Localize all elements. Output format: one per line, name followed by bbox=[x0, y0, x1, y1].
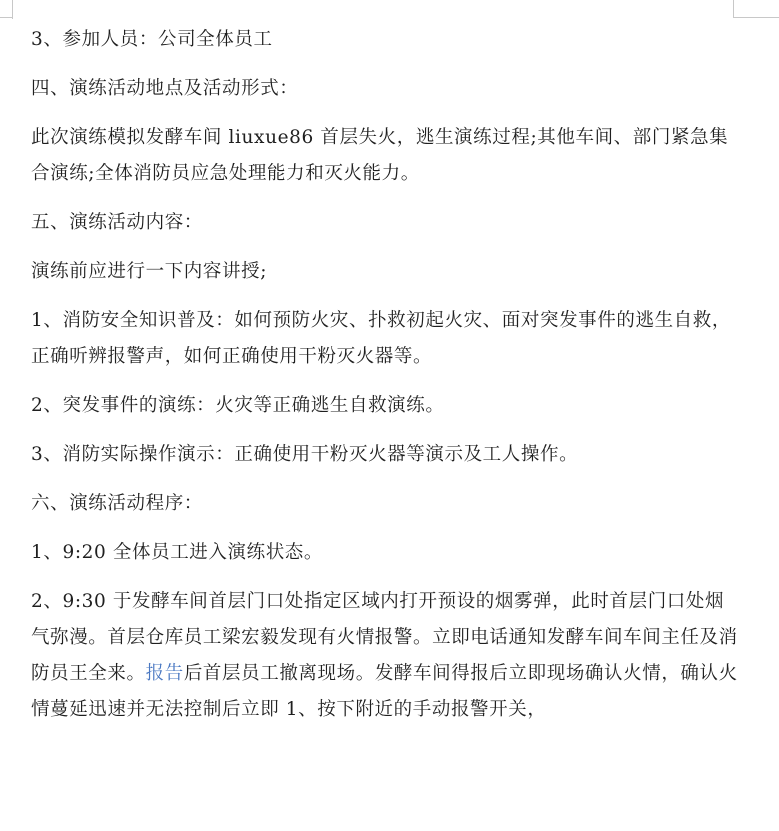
step-two-text-start: 2、9:30 于发酵车间首层门口处指定区域内打开预设的烟雾弹，此时首层门口处烟气弥漫。首层仓库员工梁宏毅发现有火情报警。立即电话通知发酵车间车间主任及消防员王全来。 bbox=[31, 591, 738, 684]
heading-drill-procedure: 六、演练活动程序： bbox=[31, 493, 203, 514]
paragraph-step-one: 1、9:20 全体员工进入演练状态。 bbox=[31, 542, 323, 563]
paragraph-pre-drill: 演练前应进行一下内容讲授; bbox=[31, 261, 268, 282]
heading-drill-content: 五、演练活动内容： bbox=[31, 212, 203, 233]
step-two-text-end: 后首层员工撤离现场。发酵车间得报后立即现场确认火情，确认火情蔓延迅速并无法控制后立即 1、按下附近的手动报警开关， bbox=[31, 663, 738, 720]
paragraph-fire-knowledge: 1、消防安全知识普及：如何预防火灾、扑救初起火灾、面对突发事件的逃生自救，正确听辨报警声，如何正确使用干粉灭火器等。 bbox=[31, 310, 731, 367]
page-corner-mark-right-h bbox=[733, 17, 779, 18]
heading-location-form: 四、演练活动地点及活动形式： bbox=[31, 78, 299, 99]
paragraph-emergency-drill: 2、突发事件的演练：火灾等正确逃生自救演练。 bbox=[31, 395, 445, 416]
paragraph-attendees: 3、参加人员：公司全体员工 bbox=[31, 29, 273, 50]
page-corner-mark-right bbox=[733, 0, 734, 18]
report-link[interactable]: 报告 bbox=[145, 663, 184, 684]
paragraph-step-two bbox=[31, 584, 741, 728]
document-body bbox=[31, 22, 741, 741]
paragraph-simulation: 此次演练模拟发酵车间 liuxue86 首层失火，逃生演练过程;其他车间、部门紧急集合演练;全体消防员应急处理能力和灭火能力。 bbox=[31, 127, 729, 184]
page-corner-mark-left-h bbox=[0, 17, 13, 18]
paragraph-fire-operation: 3、消防实际操作演示：正确使用干粉灭火器等演示及工人操作。 bbox=[31, 444, 579, 465]
